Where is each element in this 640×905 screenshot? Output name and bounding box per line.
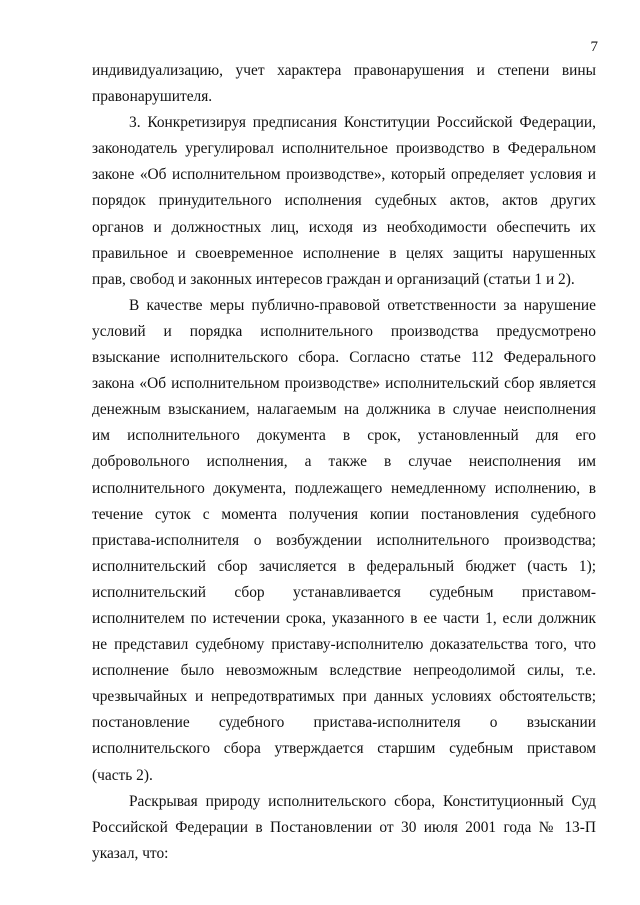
text-line: исполнительский сбор устанавливается судебным приставом-: [92, 583, 596, 601]
text-line: указал, что:: [92, 844, 169, 862]
text-line: постановление судебного пристава-исполнителя о взыскании: [92, 714, 596, 732]
paragraph: [92, 789, 596, 867]
text-line: органов и должностных лиц, исходя из необходимости обеспечить их: [92, 218, 596, 236]
paragraph: [92, 58, 596, 110]
text-line: не представил судебному приставу-исполнителю доказательства того, что: [92, 636, 596, 654]
text-line: закона «Об исполнительном производстве» исполнительский сбор является: [92, 375, 596, 393]
text-line: индивидуализацию, учет характера правонарушения и степени вины: [92, 62, 596, 79]
document-body: [92, 58, 596, 867]
text-line: денежным взысканием, налагаемым на должника в случае неисполнения: [92, 401, 596, 419]
text-line: условий и порядка исполнительного производства предусмотрено: [92, 322, 596, 340]
text-line: правильное и своевременное исполнение в целях защиты нарушенных: [92, 244, 596, 262]
text-line: прав, свобод и законных интересов граждан и организаций (статьи 1 и 2).: [92, 270, 575, 288]
text-line: В качестве меры публично-правовой ответственности за нарушение: [129, 296, 596, 314]
text-line: законодатель урегулировал исполнительное производство в Федеральном: [92, 140, 596, 158]
text-line: исполнительский сбор зачисляется в федеральный бюджет (часть 1);: [92, 557, 596, 575]
text-line: исполнителем по истечении срока, указанного в ее части 1, если должник: [92, 609, 596, 627]
text-line: правонарушителя.: [92, 88, 213, 106]
paragraph: [92, 110, 596, 293]
text-line: порядок принудительного исполнения судебных актов, актов других: [92, 192, 596, 210]
text-line: течение суток с момента получения копии постановления судебного: [92, 505, 596, 523]
text-line: взыскание исполнительского сбора. Согласно статье 112 Федерального: [92, 349, 596, 367]
text-line: чрезвычайных и непредотвратимых при данных условиях обстоятельств;: [92, 688, 596, 706]
text-line: 3. Конкретизируя предписания Конституции Российской Федерации,: [129, 114, 596, 132]
page-number: 7: [590, 39, 598, 55]
paragraph: [92, 293, 596, 789]
text-line: пристава-исполнителя о возбуждении исполнительного производства;: [92, 531, 596, 549]
text-line: Раскрывая природу исполнительского сбора, Конституционный Суд: [129, 792, 596, 810]
text-line: законе «Об исполнительном производстве», который определяет условия и: [92, 166, 596, 184]
text-line: исполнение было невозможным вследствие непреодолимой силы, т.е.: [92, 662, 596, 680]
text-line: (часть 2).: [92, 766, 153, 784]
text-line: им исполнительного документа в срок, установленный для его: [92, 427, 596, 445]
text-line: исполнительского сбора утверждается старшим судебным приставом: [92, 740, 596, 758]
text-line: Российской Федерации в Постановлении от 30 июля 2001 года № 13-П: [92, 818, 596, 836]
text-line: добровольного исполнения, а также в случае неисполнения им: [92, 453, 596, 471]
text-line: исполнительного документа, подлежащего немедленному исполнению, в: [92, 479, 596, 497]
